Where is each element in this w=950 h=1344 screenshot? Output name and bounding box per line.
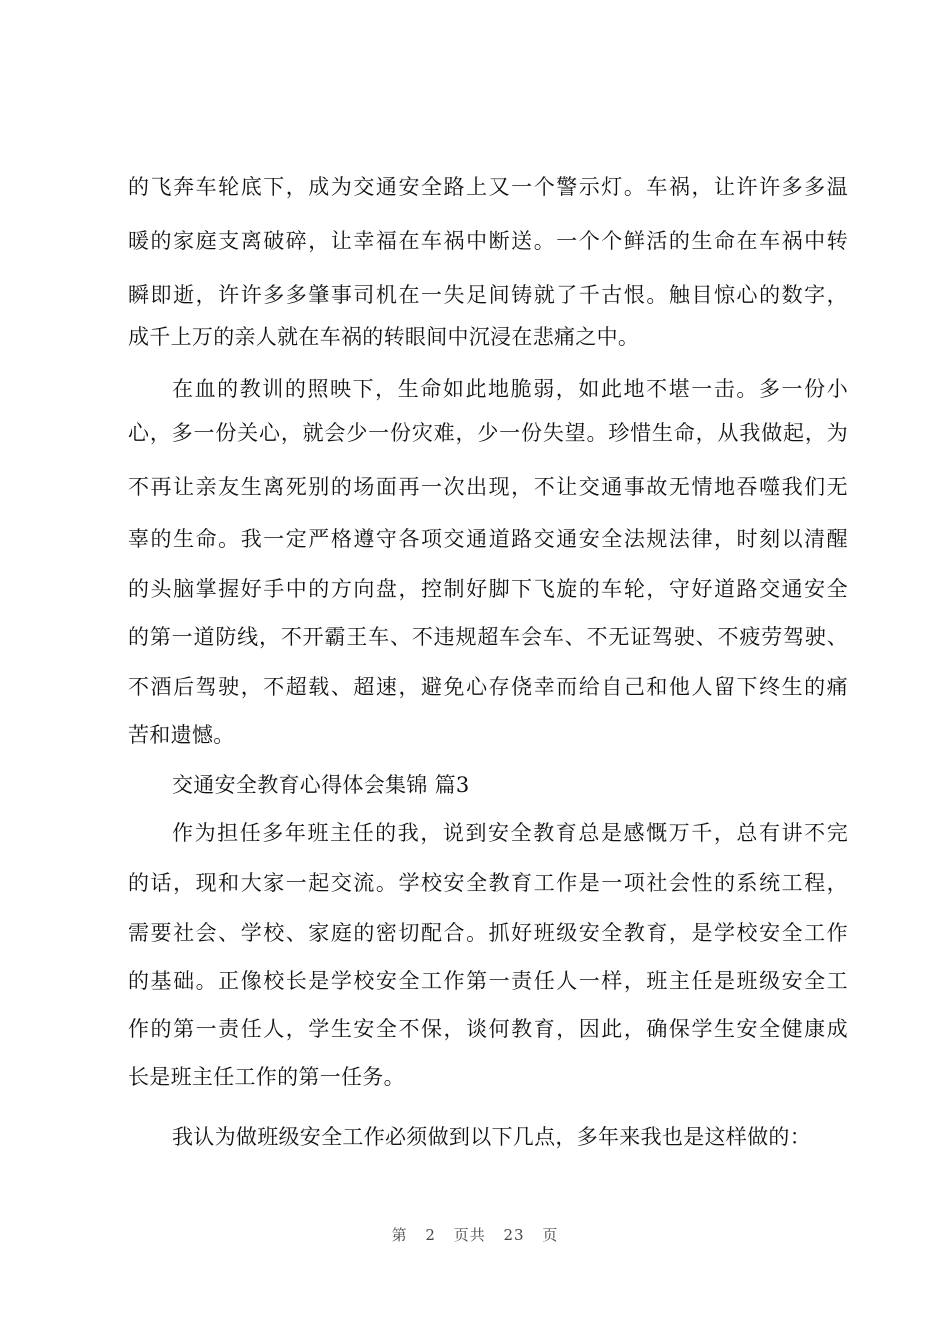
section-heading: 交通安全教育心得体会集锦 篇3 (172, 773, 470, 797)
text-line: 瞬即逝，许许多多肇事司机在一失足间铸就了千古恨。触目惊心的数字， (128, 283, 848, 307)
footer-suffix: 页 (542, 1226, 559, 1244)
text-line: 心，多一份关心，就会少一份灾难，少一份失望。珍惜生命，从我做起，为 (128, 421, 848, 445)
text-line: 不再让亲友生离死别的场面再一次出现，不让交通事故无情地吞噬我们无 (128, 475, 848, 499)
text-line: 苦和遗憾。 (128, 723, 235, 747)
text-line: 的头脑掌握好手中的方向盘，控制好脚下飞旋的车轮，守好道路交通安全 (128, 577, 848, 601)
text-line: 成千上万的亲人就在车祸的转眼间中沉浸在悲痛之中。 (128, 325, 640, 349)
text-line: 作的第一责任人，学生安全不保，谈何教育，因此，确保学生安全健康成 (128, 1017, 848, 1041)
text-line: 我认为做班级安全工作必须做到以下几点，多年来我也是这样做的： (172, 1125, 811, 1149)
text-line: 的话，现和大家一起交流。学校安全教育工作是一项社会性的系统工程， (128, 871, 848, 895)
page-footer (0, 1224, 950, 1245)
footer-prefix: 第 (391, 1226, 408, 1244)
footer-middle: 页共 (453, 1226, 486, 1244)
text-line: 的基础。正像校长是学校安全工作第一责任人一样，班主任是班级安全工 (128, 969, 848, 993)
text-line: 在血的教训的照映下，生命如此地脆弱，如此地不堪一击。多一份小 (172, 377, 848, 401)
footer-page-number: 2 (425, 1226, 436, 1244)
footer-total-pages: 23 (503, 1226, 525, 1244)
text-line: 长是班主任工作的第一任务。 (128, 1065, 405, 1089)
text-line: 的第一道防线，不开霸王车、不违规超车会车、不无证驾驶、不疲劳驾驶、 (128, 625, 848, 649)
text-line: 的飞奔车轮底下，成为交通安全路上又一个警示灯。车祸，让许许多多温 (128, 175, 848, 199)
text-line: 需要社会、学校、家庭的密切配合。抓好班级安全教育，是学校安全工作 (128, 921, 848, 945)
text-line: 辜的生命。我一定严格遵守各项交通道路交通安全法规法律，时刻以清醒 (128, 527, 848, 551)
text-line: 作为担任多年班主任的我，说到安全教育总是感慨万千，总有讲不完 (172, 821, 848, 845)
text-line: 暖的家庭支离破碎，让幸福在车祸中断送。一个个鲜活的生命在车祸中转 (128, 229, 848, 253)
text-line: 不酒后驾驶，不超载、超速，避免心存侥幸而给自己和他人留下终生的痛 (128, 675, 848, 699)
